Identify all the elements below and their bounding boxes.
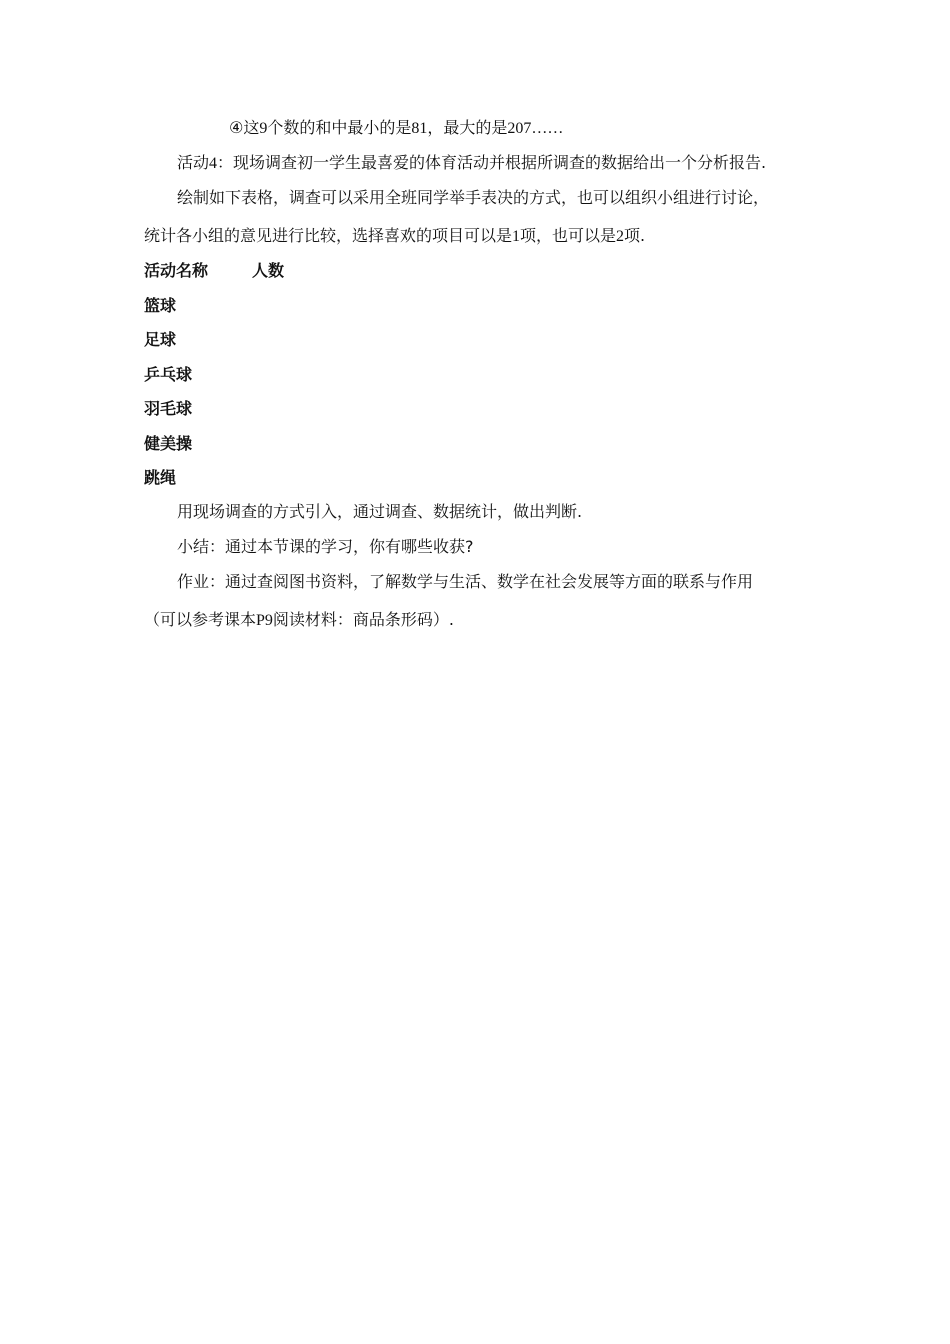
table-row [144,434,252,454]
paragraph-activity-4: 活动4：现场调查初一学生最喜爱的体育活动并根据所调查的数据给出一个分析报告. [177,153,767,172]
table-row [144,365,252,385]
table-header-count: 人数 [252,261,285,280]
paragraph-method-note: 用现场调查的方式引入，通过调查、数据统计，做出判断. [177,502,583,521]
table-row [144,399,252,419]
table-header-activity: 活动名称 [144,261,209,280]
table-header-row [144,261,284,281]
table-cell-activity: 羽毛球 [144,399,193,418]
table-row [144,296,252,316]
paragraph-table-instructions: 绘制如下表格，调查可以采用全班同学举手表决的方式，也可以组织小组进行讨论， [177,188,770,207]
paragraph-sum-range: ④这9个数的和中最小的是81，最大的是207…… [229,118,564,137]
table-row [144,330,252,350]
table-cell-activity: 足球 [144,330,177,349]
table-cell-activity: 篮球 [144,296,177,315]
table-cell-activity: 跳绳 [144,468,177,487]
table-row [144,468,252,488]
table-cell-activity: 乒乓球 [144,365,193,384]
table-cell-activity: 健美操 [144,434,193,453]
paragraph-table-instructions-cont: 统计各小组的意见进行比较，选择喜欢的项目可以是1项，也可以是2项. [144,226,646,245]
paragraph-homework-cont: （可以参考课本P9阅读材料：商品条形码）. [144,610,455,629]
paragraph-summary: 小结：通过本节课的学习，你有哪些收获? [177,537,474,556]
paragraph-homework: 作业：通过查阅图书资料，了解数学与生活、数学在社会发展等方面的联系与作用 [177,572,754,591]
